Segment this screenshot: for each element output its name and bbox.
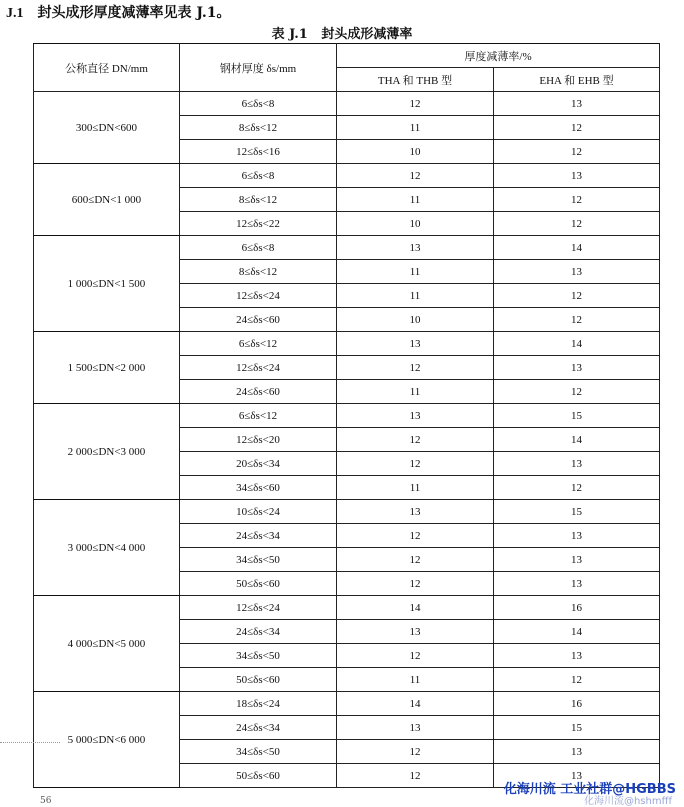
cell-thickness-range: 12≤δs<24 xyxy=(180,596,337,620)
cell-rate-eha-ehb: 14 xyxy=(494,428,660,452)
cell-rate-eha-ehb: 13 xyxy=(494,764,660,788)
cell-thickness-range: 6≤δs<8 xyxy=(180,164,337,188)
cell-thickness-range: 18≤δs<24 xyxy=(180,692,337,716)
cell-rate-tha-thb: 11 xyxy=(337,260,494,284)
section-number: J.1 xyxy=(6,6,24,21)
cell-thickness-range: 24≤δs<34 xyxy=(180,524,337,548)
table-body xyxy=(34,92,660,788)
cell-thickness-range: 8≤δs<12 xyxy=(180,188,337,212)
cell-thickness-range: 6≤δs<8 xyxy=(180,92,337,116)
cell-nominal-diameter: 300≤DN<600 xyxy=(34,92,180,164)
cell-thickness-range: 24≤δs<34 xyxy=(180,716,337,740)
cell-thickness-range: 24≤δs<34 xyxy=(180,620,337,644)
table-row xyxy=(34,92,660,116)
table-row xyxy=(34,692,660,716)
cell-thickness-range: 8≤δs<12 xyxy=(180,260,337,284)
table-row xyxy=(34,596,660,620)
page-number: 56 xyxy=(40,796,52,806)
cell-rate-tha-thb: 12 xyxy=(337,740,494,764)
cell-rate-tha-thb: 12 xyxy=(337,164,494,188)
cell-thickness-range: 34≤δs<50 xyxy=(180,644,337,668)
table-row xyxy=(34,332,660,356)
cell-rate-tha-thb: 11 xyxy=(337,188,494,212)
cell-rate-tha-thb: 12 xyxy=(337,548,494,572)
cell-rate-tha-thb: 12 xyxy=(337,356,494,380)
cell-rate-eha-ehb: 13 xyxy=(494,260,660,284)
cell-rate-tha-thb: 11 xyxy=(337,668,494,692)
cell-rate-tha-thb: 10 xyxy=(337,308,494,332)
cell-rate-tha-thb: 11 xyxy=(337,116,494,140)
cell-rate-tha-thb: 14 xyxy=(337,596,494,620)
cell-rate-eha-ehb: 16 xyxy=(494,692,660,716)
header-nominal-diameter: 公称直径 DN/mm xyxy=(34,44,180,92)
cell-rate-eha-ehb: 13 xyxy=(494,644,660,668)
table-caption xyxy=(0,23,684,42)
cell-rate-eha-ehb: 14 xyxy=(494,236,660,260)
cell-thickness-range: 34≤δs<60 xyxy=(180,476,337,500)
cell-rate-eha-ehb: 15 xyxy=(494,500,660,524)
header-thinning-rate: 厚度减薄率/% xyxy=(337,44,660,68)
cell-rate-tha-thb: 12 xyxy=(337,452,494,476)
header-steel-thickness: 钢材厚度 δs/mm xyxy=(180,44,337,92)
cell-thickness-range: 12≤δs<20 xyxy=(180,428,337,452)
cell-nominal-diameter: 4 000≤DN<5 000 xyxy=(34,596,180,692)
cell-thickness-range: 12≤δs<24 xyxy=(180,356,337,380)
cell-rate-tha-thb: 13 xyxy=(337,404,494,428)
cell-nominal-diameter: 600≤DN<1 000 xyxy=(34,164,180,236)
cell-rate-eha-ehb: 14 xyxy=(494,332,660,356)
cell-rate-eha-ehb: 12 xyxy=(494,308,660,332)
header-eha-ehb: EHA 和 EHB 型 xyxy=(494,68,660,92)
scan-artifact-line xyxy=(0,742,60,743)
cell-rate-eha-ehb: 13 xyxy=(494,524,660,548)
watermark: 化海川流 工业社群@HGBBS xyxy=(503,782,676,797)
cell-rate-eha-ehb: 14 xyxy=(494,620,660,644)
cell-rate-tha-thb: 11 xyxy=(337,476,494,500)
cell-thickness-range: 24≤δs<60 xyxy=(180,308,337,332)
cell-rate-eha-ehb: 12 xyxy=(494,284,660,308)
cell-rate-eha-ehb: 13 xyxy=(494,164,660,188)
cell-nominal-diameter: 3 000≤DN<4 000 xyxy=(34,500,180,596)
cell-rate-eha-ehb: 16 xyxy=(494,596,660,620)
cell-rate-tha-thb: 11 xyxy=(337,284,494,308)
cell-rate-eha-ehb: 12 xyxy=(494,668,660,692)
cell-rate-tha-thb: 13 xyxy=(337,620,494,644)
cell-thickness-range: 6≤δs<8 xyxy=(180,236,337,260)
cell-rate-eha-ehb: 13 xyxy=(494,356,660,380)
cell-thickness-range: 34≤δs<50 xyxy=(180,740,337,764)
cell-rate-tha-thb: 12 xyxy=(337,524,494,548)
cell-rate-eha-ehb: 12 xyxy=(494,212,660,236)
table-title: 封头成形减薄率 xyxy=(321,27,413,42)
cell-thickness-range: 34≤δs<50 xyxy=(180,548,337,572)
cell-thickness-range: 12≤δs<16 xyxy=(180,140,337,164)
cell-rate-tha-thb: 10 xyxy=(337,140,494,164)
table-label: 表 J.1 xyxy=(271,27,308,42)
table-row xyxy=(34,500,660,524)
header-tha-thb: THA 和 THB 型 xyxy=(337,68,494,92)
cell-thickness-range: 6≤δs<12 xyxy=(180,332,337,356)
cell-rate-eha-ehb: 15 xyxy=(494,716,660,740)
section-heading xyxy=(6,2,231,22)
cell-thickness-range: 10≤δs<24 xyxy=(180,500,337,524)
cell-nominal-diameter: 2 000≤DN<3 000 xyxy=(34,404,180,500)
cell-rate-eha-ehb: 13 xyxy=(494,92,660,116)
cell-thickness-range: 12≤δs<22 xyxy=(180,212,337,236)
cell-rate-tha-thb: 12 xyxy=(337,764,494,788)
cell-rate-eha-ehb: 13 xyxy=(494,548,660,572)
table-row xyxy=(34,404,660,428)
cell-thickness-range: 6≤δs<12 xyxy=(180,404,337,428)
watermark-sub: 化海川流@hshmfff xyxy=(583,796,672,807)
cell-thickness-range: 50≤δs<60 xyxy=(180,668,337,692)
cell-rate-tha-thb: 13 xyxy=(337,332,494,356)
table-row xyxy=(34,236,660,260)
cell-rate-eha-ehb: 12 xyxy=(494,140,660,164)
cell-thickness-range: 8≤δs<12 xyxy=(180,116,337,140)
cell-nominal-diameter: 1 500≤DN<2 000 xyxy=(34,332,180,404)
cell-thickness-range: 24≤δs<60 xyxy=(180,380,337,404)
cell-rate-tha-thb: 11 xyxy=(337,380,494,404)
cell-rate-tha-thb: 12 xyxy=(337,644,494,668)
cell-rate-eha-ehb: 13 xyxy=(494,452,660,476)
cell-rate-eha-ehb: 12 xyxy=(494,188,660,212)
cell-rate-tha-thb: 13 xyxy=(337,500,494,524)
cell-thickness-range: 20≤δs<34 xyxy=(180,452,337,476)
cell-nominal-diameter: 5 000≤DN<6 000 xyxy=(34,692,180,788)
cell-rate-eha-ehb: 12 xyxy=(494,380,660,404)
cell-nominal-diameter: 1 000≤DN<1 500 xyxy=(34,236,180,332)
cell-rate-eha-ehb: 13 xyxy=(494,740,660,764)
cell-thickness-range: 50≤δs<60 xyxy=(180,572,337,596)
cell-rate-eha-ehb: 12 xyxy=(494,476,660,500)
cell-thickness-range: 12≤δs<24 xyxy=(180,284,337,308)
cell-rate-tha-thb: 13 xyxy=(337,236,494,260)
cell-rate-eha-ehb: 13 xyxy=(494,572,660,596)
cell-rate-tha-thb: 12 xyxy=(337,572,494,596)
cell-rate-tha-thb: 12 xyxy=(337,92,494,116)
thinning-rate-table xyxy=(33,43,660,788)
cell-thickness-range: 50≤δs<60 xyxy=(180,764,337,788)
cell-rate-eha-ehb: 12 xyxy=(494,116,660,140)
cell-rate-tha-thb: 13 xyxy=(337,716,494,740)
cell-rate-eha-ehb: 15 xyxy=(494,404,660,428)
cell-rate-tha-thb: 12 xyxy=(337,428,494,452)
cell-rate-tha-thb: 14 xyxy=(337,692,494,716)
table-row xyxy=(34,164,660,188)
section-text: 封头成形厚度减薄率见表 J.1。 xyxy=(37,5,231,21)
cell-rate-tha-thb: 10 xyxy=(337,212,494,236)
